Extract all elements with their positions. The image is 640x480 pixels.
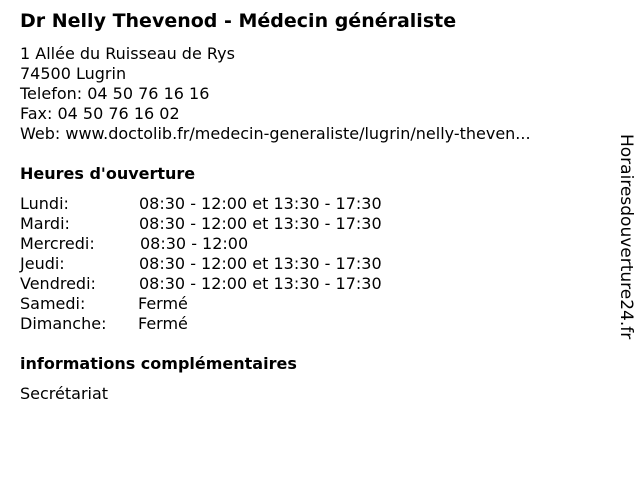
day-label: Dimanche: (20, 314, 107, 333)
time-value: Fermé (138, 294, 188, 313)
phone-number: Telefon: 04 50 76 16 16 (20, 84, 210, 103)
time-value: 08:30 - 12:00 et 13:30 - 17:30 (139, 194, 382, 213)
time-value: 08:30 - 12:00 et 13:30 - 17:30 (139, 274, 382, 293)
time-value: 08:30 - 12:00 et 13:30 - 17:30 (139, 254, 382, 273)
city: 74500 Lugrin (20, 64, 127, 83)
day-label: Jeudi: (20, 254, 65, 273)
time-value: 08:30 - 12:00 (140, 234, 249, 253)
info-text: Secrétariat (20, 384, 109, 403)
day-label: Samedi: (20, 294, 86, 313)
street-address: 1 Allée du Ruisseau de Rys (20, 44, 235, 63)
day-label: Mardi: (20, 214, 70, 233)
address-block (20, 44, 531, 144)
hours-heading: Heures d'ouverture (20, 164, 196, 183)
day-label: Vendredi: (20, 274, 96, 293)
website-link[interactable]: Web: www.doctolib.fr/medecin-generaliste/lugrin/nelly-theven... (20, 124, 531, 143)
time-value: 08:30 - 12:00 et 13:30 - 17:30 (139, 214, 382, 233)
day-label: Lundi: (20, 194, 69, 213)
day-label: Mercredi: (20, 234, 95, 253)
time-value: Fermé (138, 314, 188, 333)
info-heading: informations complémentaires (20, 354, 297, 373)
fax-number: Fax: 04 50 76 16 02 (20, 104, 180, 123)
page-title: Dr Nelly Thevenod - Médecin généraliste (20, 10, 457, 32)
watermark: Horairesdouverture24.fr (616, 134, 636, 340)
